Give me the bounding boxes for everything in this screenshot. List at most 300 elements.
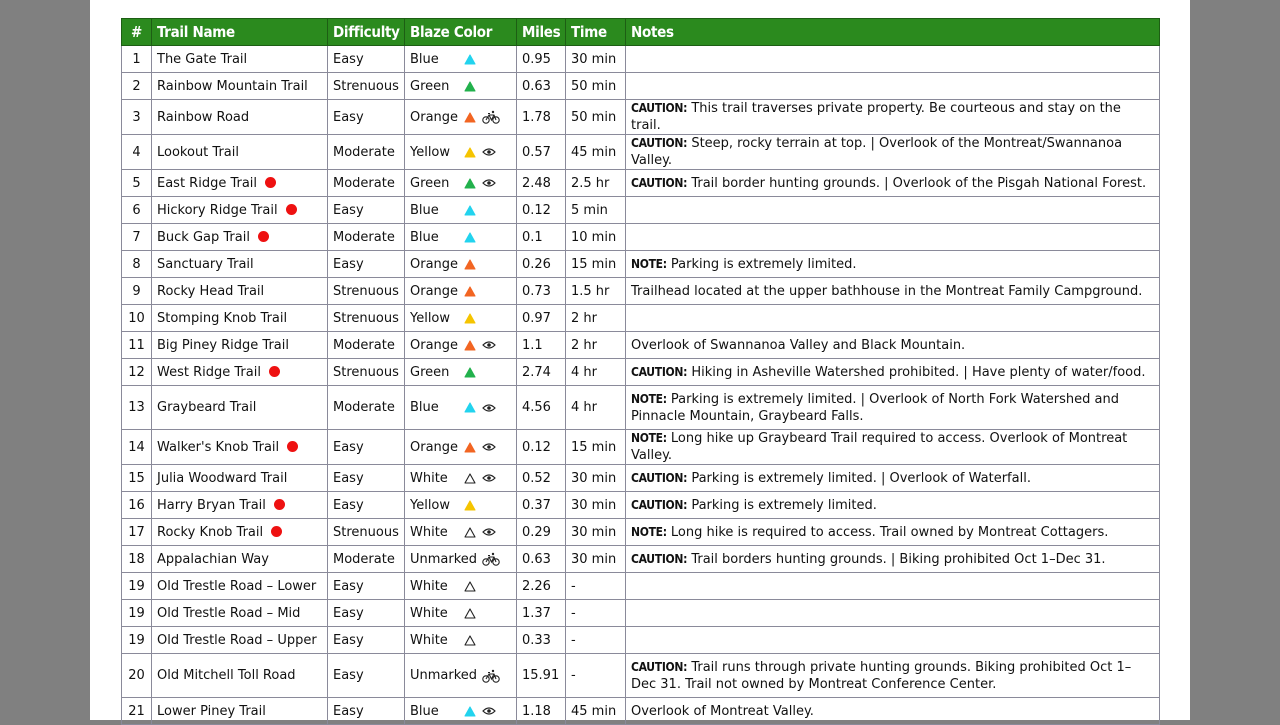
difficulty: Easy bbox=[328, 654, 405, 698]
note-label: CAUTION: bbox=[631, 470, 688, 485]
red-marker-icon bbox=[269, 366, 280, 377]
green-triangle-icon bbox=[464, 178, 480, 189]
miles: 0.37 bbox=[517, 492, 566, 519]
trail-name: Julia Woodward Trail bbox=[157, 470, 288, 486]
miles: 0.95 bbox=[517, 46, 566, 73]
difficulty: Moderate bbox=[328, 386, 405, 430]
notes bbox=[626, 430, 1160, 465]
trail-number: 10 bbox=[122, 305, 152, 332]
note-text: Parking is extremely limited. bbox=[666, 256, 857, 272]
difficulty: Moderate bbox=[328, 135, 405, 170]
orange-triangle-icon bbox=[464, 286, 480, 297]
blaze-color-name: Green bbox=[410, 175, 450, 191]
difficulty: Moderate bbox=[328, 224, 405, 251]
trail-number: 6 bbox=[122, 197, 152, 224]
difficulty: Easy bbox=[328, 573, 405, 600]
note-text: Trail border hunting grounds. | Overlook of the Pisgah National Forest. bbox=[687, 175, 1147, 191]
blaze-cell bbox=[405, 359, 517, 386]
orange-triangle-icon bbox=[464, 340, 480, 351]
note-text: Parking is extremely limited. bbox=[687, 497, 877, 513]
orange-triangle-icon bbox=[464, 442, 480, 453]
miles: 0.97 bbox=[517, 305, 566, 332]
miles: 0.73 bbox=[517, 278, 566, 305]
blaze-color-name: Blue bbox=[410, 229, 439, 245]
white-triangle-icon bbox=[464, 527, 480, 538]
trail-number: 19 bbox=[122, 573, 152, 600]
blaze-cell bbox=[405, 465, 517, 492]
blaze-cell bbox=[405, 546, 517, 573]
difficulty: Strenuous bbox=[328, 359, 405, 386]
white-triangle-icon bbox=[464, 581, 480, 592]
red-marker-icon bbox=[287, 441, 298, 452]
note-label: CAUTION: bbox=[631, 175, 688, 190]
red-marker-icon bbox=[274, 499, 285, 510]
trail-name: Rocky Knob Trail bbox=[157, 524, 264, 540]
blaze-color-name: Blue bbox=[410, 51, 439, 67]
table-row bbox=[122, 546, 1160, 573]
trail-name-cell bbox=[152, 224, 328, 251]
difficulty: Moderate bbox=[328, 170, 405, 197]
trail-name-cell bbox=[152, 600, 328, 627]
trail-number: 9 bbox=[122, 278, 152, 305]
note-text: Parking is extremely limited. | Overlook of Waterfall. bbox=[687, 470, 1031, 486]
table-row bbox=[122, 332, 1160, 359]
note-label: NOTE: bbox=[631, 391, 667, 406]
note-label: NOTE: bbox=[631, 524, 667, 539]
trail-name: Lower Piney Trail bbox=[157, 703, 266, 719]
blaze-cell bbox=[405, 135, 517, 170]
table-row bbox=[122, 278, 1160, 305]
blaze-cell bbox=[405, 386, 517, 430]
miles: 0.63 bbox=[517, 546, 566, 573]
difficulty: Easy bbox=[328, 251, 405, 278]
note-label: CAUTION: bbox=[631, 136, 688, 150]
table-row bbox=[122, 224, 1160, 251]
blaze-color-name: Orange bbox=[410, 439, 459, 455]
notes bbox=[626, 627, 1160, 654]
time: 2.5 hr bbox=[566, 170, 626, 197]
blaze-color-name: Blue bbox=[410, 400, 439, 415]
trail-name-cell bbox=[152, 46, 328, 73]
document-page bbox=[90, 0, 1190, 720]
table-row bbox=[122, 386, 1160, 430]
trail-number: 14 bbox=[122, 430, 152, 465]
blaze-cell bbox=[405, 100, 517, 135]
notes bbox=[626, 698, 1160, 725]
blaze-color-name: Yellow bbox=[410, 144, 451, 160]
difficulty: Easy bbox=[328, 430, 405, 465]
trail-name-cell bbox=[152, 359, 328, 386]
trail-name-cell bbox=[152, 546, 328, 573]
blaze-color-name: Yellow bbox=[410, 497, 451, 513]
miles: 0.12 bbox=[517, 197, 566, 224]
note-label: CAUTION: bbox=[631, 659, 688, 674]
notes bbox=[626, 654, 1160, 698]
trail-number: 13 bbox=[122, 386, 152, 430]
table-row bbox=[122, 573, 1160, 600]
time: - bbox=[566, 627, 626, 654]
trail-name-cell bbox=[152, 698, 328, 725]
time: 4 hr bbox=[566, 386, 626, 430]
trail-name: Rainbow Mountain Trail bbox=[157, 78, 308, 94]
red-marker-icon bbox=[258, 231, 269, 242]
trail-name: Rainbow Road bbox=[157, 109, 250, 125]
table-row bbox=[122, 492, 1160, 519]
trail-number: 16 bbox=[122, 492, 152, 519]
bike-icon bbox=[482, 110, 504, 124]
note-label: CAUTION: bbox=[631, 551, 688, 566]
notes bbox=[626, 600, 1160, 627]
miles: 15.91 bbox=[517, 654, 566, 698]
trail-number: 18 bbox=[122, 546, 152, 573]
miles: 2.48 bbox=[517, 170, 566, 197]
time: 30 min bbox=[566, 546, 626, 573]
difficulty: Easy bbox=[328, 465, 405, 492]
blaze-cell bbox=[405, 519, 517, 546]
trail-name: Harry Bryan Trail bbox=[157, 497, 266, 513]
red-marker-icon bbox=[271, 526, 282, 537]
trail-name-cell bbox=[152, 492, 328, 519]
time: 45 min bbox=[566, 135, 626, 170]
trail-number: 19 bbox=[122, 627, 152, 654]
header-notes: Notes bbox=[626, 19, 1160, 46]
table-row bbox=[122, 698, 1160, 725]
trail-number: 19 bbox=[122, 600, 152, 627]
time: - bbox=[566, 573, 626, 600]
trail-number: 11 bbox=[122, 332, 152, 359]
time: 30 min bbox=[566, 465, 626, 492]
blaze-cell bbox=[405, 573, 517, 600]
blaze-color-name: Green bbox=[410, 78, 450, 94]
blaze-cell bbox=[405, 332, 517, 359]
trail-name: Sanctuary Trail bbox=[157, 256, 254, 272]
notes bbox=[626, 546, 1160, 573]
bike-icon bbox=[482, 669, 504, 683]
table-row bbox=[122, 465, 1160, 492]
trail-name: Old Mitchell Toll Road bbox=[157, 668, 296, 683]
eye-icon bbox=[482, 403, 504, 413]
difficulty: Moderate bbox=[328, 332, 405, 359]
trail-name: Hickory Ridge Trail bbox=[157, 202, 278, 218]
trail-name-cell bbox=[152, 170, 328, 197]
blaze-cell bbox=[405, 600, 517, 627]
red-marker-icon bbox=[265, 177, 276, 188]
table-row bbox=[122, 197, 1160, 224]
difficulty: Easy bbox=[328, 46, 405, 73]
blaze-color-name: Blue bbox=[410, 202, 439, 218]
difficulty: Strenuous bbox=[328, 73, 405, 100]
blaze-color-name: Yellow bbox=[410, 310, 451, 326]
table-row bbox=[122, 73, 1160, 100]
trail-number: 1 bbox=[122, 46, 152, 73]
trail-name: The Gate Trail bbox=[157, 51, 248, 67]
table-row bbox=[122, 519, 1160, 546]
trail-name-cell bbox=[152, 573, 328, 600]
trail-name: Lookout Trail bbox=[157, 144, 239, 160]
trail-name: Buck Gap Trail bbox=[157, 229, 250, 245]
trail-number: 7 bbox=[122, 224, 152, 251]
time: - bbox=[566, 654, 626, 698]
difficulty: Strenuous bbox=[328, 278, 405, 305]
trail-name-cell bbox=[152, 332, 328, 359]
bike-icon bbox=[482, 552, 504, 566]
time: 30 min bbox=[566, 46, 626, 73]
note-text: Overlook of Swannanoa Valley and Black Mountain. bbox=[631, 337, 966, 353]
notes bbox=[626, 170, 1160, 197]
trail-name: Big Piney Ridge Trail bbox=[157, 337, 289, 353]
miles: 0.29 bbox=[517, 519, 566, 546]
trail-name: Graybeard Trail bbox=[157, 400, 257, 415]
notes bbox=[626, 332, 1160, 359]
difficulty: Strenuous bbox=[328, 305, 405, 332]
blaze-cell bbox=[405, 430, 517, 465]
blaze-cell bbox=[405, 46, 517, 73]
trail-number: 5 bbox=[122, 170, 152, 197]
yellow-triangle-icon bbox=[464, 313, 480, 324]
header-trail-name: Trail Name bbox=[152, 19, 328, 46]
miles: 0.26 bbox=[517, 251, 566, 278]
miles: 2.74 bbox=[517, 359, 566, 386]
red-marker-icon bbox=[286, 204, 297, 215]
eye-icon bbox=[482, 527, 504, 537]
blaze-cell bbox=[405, 197, 517, 224]
difficulty: Easy bbox=[328, 600, 405, 627]
difficulty: Moderate bbox=[328, 546, 405, 573]
table-row bbox=[122, 359, 1160, 386]
notes bbox=[626, 197, 1160, 224]
time: 15 min bbox=[566, 430, 626, 465]
note-label: CAUTION: bbox=[631, 101, 688, 115]
note-text: Trail borders hunting grounds. | Biking prohibited Oct 1–Dec 31. bbox=[687, 551, 1106, 567]
trail-name-cell bbox=[152, 386, 328, 430]
table-row bbox=[122, 135, 1160, 170]
notes bbox=[626, 519, 1160, 546]
difficulty: Easy bbox=[328, 698, 405, 725]
blaze-cell bbox=[405, 224, 517, 251]
green-triangle-icon bbox=[464, 81, 480, 92]
blaze-color-name: White bbox=[410, 632, 448, 648]
trail-name-cell bbox=[152, 519, 328, 546]
header-difficulty: Difficulty bbox=[328, 19, 405, 46]
trail-name-cell bbox=[152, 251, 328, 278]
time: 30 min bbox=[566, 492, 626, 519]
blaze-color-name: Green bbox=[410, 364, 450, 380]
time: 2 hr bbox=[566, 305, 626, 332]
trail-name-cell bbox=[152, 100, 328, 135]
eye-icon bbox=[482, 473, 504, 483]
trail-name-cell bbox=[152, 430, 328, 465]
trail-number: 15 bbox=[122, 465, 152, 492]
time: 2 hr bbox=[566, 332, 626, 359]
blaze-color-name: White bbox=[410, 524, 448, 540]
note-text: Long hike is required to access. Trail owned by Montreat Cottagers. bbox=[666, 524, 1109, 540]
blaze-cell bbox=[405, 170, 517, 197]
header-miles: Miles bbox=[517, 19, 566, 46]
trail-name-cell bbox=[152, 278, 328, 305]
trail-table bbox=[121, 18, 1160, 725]
table-row bbox=[122, 305, 1160, 332]
miles: 1.1 bbox=[517, 332, 566, 359]
table-row bbox=[122, 100, 1160, 135]
eye-icon bbox=[482, 706, 504, 716]
blaze-color-name: Unmarked bbox=[410, 551, 478, 567]
white-triangle-icon bbox=[464, 608, 480, 619]
note-label: CAUTION: bbox=[631, 364, 688, 379]
time: 30 min bbox=[566, 519, 626, 546]
notes bbox=[626, 251, 1160, 278]
yellow-triangle-icon bbox=[464, 500, 480, 511]
blaze-color-name: Orange bbox=[410, 283, 459, 299]
miles: 1.78 bbox=[517, 100, 566, 135]
note-text: Trail runs through private hunting grounds. Biking prohibited Oct 1–Dec 31. Trail not owned by Montreat Conference Center. bbox=[631, 659, 1132, 692]
miles: 0.33 bbox=[517, 627, 566, 654]
blaze-color-name: Orange bbox=[410, 256, 459, 272]
header-row bbox=[122, 19, 1160, 46]
trail-name: Old Trestle Road – Upper bbox=[157, 632, 317, 648]
blaze-cell bbox=[405, 627, 517, 654]
miles: 4.56 bbox=[517, 386, 566, 430]
miles: 0.52 bbox=[517, 465, 566, 492]
difficulty: Easy bbox=[328, 100, 405, 135]
blaze-color-name: Unmarked bbox=[410, 668, 478, 683]
miles: 0.57 bbox=[517, 135, 566, 170]
eye-icon bbox=[482, 340, 504, 350]
time: 10 min bbox=[566, 224, 626, 251]
trail-name: Appalachian Way bbox=[157, 551, 269, 567]
note-label: NOTE: bbox=[631, 256, 667, 271]
eye-icon bbox=[482, 178, 504, 188]
note-text: Long hike up Graybeard Trail required to access. Overlook of Montreat Valley. bbox=[631, 431, 1128, 463]
notes bbox=[626, 278, 1160, 305]
table-row bbox=[122, 430, 1160, 465]
blue-triangle-icon bbox=[464, 205, 480, 216]
notes bbox=[626, 573, 1160, 600]
difficulty: Strenuous bbox=[328, 519, 405, 546]
blaze-color-name: Orange bbox=[410, 337, 459, 353]
trail-name: Old Trestle Road – Mid bbox=[157, 605, 301, 621]
miles: 1.18 bbox=[517, 698, 566, 725]
miles: 0.1 bbox=[517, 224, 566, 251]
notes bbox=[626, 465, 1160, 492]
blue-triangle-icon bbox=[464, 54, 480, 65]
blue-triangle-icon bbox=[464, 232, 480, 243]
green-triangle-icon bbox=[464, 367, 480, 378]
blue-triangle-icon bbox=[464, 706, 480, 717]
note-text: Hiking in Asheville Watershed prohibited. | Have plenty of water/food. bbox=[687, 364, 1146, 380]
trail-number: 4 bbox=[122, 135, 152, 170]
blaze-color-name: Orange bbox=[410, 109, 459, 125]
miles: 1.37 bbox=[517, 600, 566, 627]
trail-name: East Ridge Trail bbox=[157, 175, 258, 191]
notes bbox=[626, 305, 1160, 332]
table-row bbox=[122, 170, 1160, 197]
blaze-cell bbox=[405, 492, 517, 519]
time: 4 hr bbox=[566, 359, 626, 386]
miles: 0.63 bbox=[517, 73, 566, 100]
blaze-cell bbox=[405, 305, 517, 332]
blaze-cell bbox=[405, 698, 517, 725]
trail-name: Rocky Head Trail bbox=[157, 283, 265, 299]
notes bbox=[626, 386, 1160, 430]
time: 1.5 hr bbox=[566, 278, 626, 305]
trail-number: 8 bbox=[122, 251, 152, 278]
white-triangle-icon bbox=[464, 635, 480, 646]
time: 15 min bbox=[566, 251, 626, 278]
trail-number: 20 bbox=[122, 654, 152, 698]
note-text: Overlook of Montreat Valley. bbox=[631, 703, 814, 719]
note-label: NOTE: bbox=[631, 431, 667, 445]
time: 45 min bbox=[566, 698, 626, 725]
trail-name: West Ridge Trail bbox=[157, 364, 261, 380]
table-row bbox=[122, 251, 1160, 278]
notes bbox=[626, 492, 1160, 519]
note-text: Steep, rocky terrain at top. | Overlook of the Montreat/Swannanoa Valley. bbox=[631, 136, 1123, 168]
notes bbox=[626, 73, 1160, 100]
table-row bbox=[122, 627, 1160, 654]
trail-name-cell bbox=[152, 627, 328, 654]
trail-name-cell bbox=[152, 135, 328, 170]
header-blaze-color: Blaze Color bbox=[405, 19, 517, 46]
blaze-color-name: White bbox=[410, 578, 448, 594]
trail-name-cell bbox=[152, 465, 328, 492]
difficulty: Easy bbox=[328, 627, 405, 654]
table-row bbox=[122, 600, 1160, 627]
trail-name: Walker's Knob Trail bbox=[157, 439, 280, 455]
trail-number: 3 bbox=[122, 100, 152, 135]
notes bbox=[626, 224, 1160, 251]
blue-triangle-icon bbox=[464, 402, 480, 413]
note-text: Trailhead located at the upper bathhouse in the Montreat Family Campground. bbox=[631, 283, 1143, 299]
blaze-cell bbox=[405, 654, 517, 698]
time: 50 min bbox=[566, 100, 626, 135]
header-num: # bbox=[122, 19, 152, 46]
miles: 2.26 bbox=[517, 573, 566, 600]
trail-name-cell bbox=[152, 654, 328, 698]
table-row bbox=[122, 46, 1160, 73]
trail-name-cell bbox=[152, 73, 328, 100]
trail-name: Old Trestle Road – Lower bbox=[157, 578, 317, 594]
white-triangle-icon bbox=[464, 473, 480, 484]
trail-number: 21 bbox=[122, 698, 152, 725]
difficulty: Easy bbox=[328, 197, 405, 224]
time: 50 min bbox=[566, 73, 626, 100]
blaze-cell bbox=[405, 278, 517, 305]
miles: 0.12 bbox=[517, 430, 566, 465]
eye-icon bbox=[482, 147, 504, 157]
notes bbox=[626, 135, 1160, 170]
trail-number: 12 bbox=[122, 359, 152, 386]
orange-triangle-icon bbox=[464, 259, 480, 270]
table-row bbox=[122, 654, 1160, 698]
orange-triangle-icon bbox=[464, 112, 480, 123]
trail-number: 17 bbox=[122, 519, 152, 546]
time: - bbox=[566, 600, 626, 627]
trail-name: Stomping Knob Trail bbox=[157, 310, 288, 326]
time: 5 min bbox=[566, 197, 626, 224]
notes bbox=[626, 100, 1160, 135]
blaze-cell bbox=[405, 73, 517, 100]
header-time: Time bbox=[566, 19, 626, 46]
trail-number: 2 bbox=[122, 73, 152, 100]
trail-name-cell bbox=[152, 197, 328, 224]
blaze-cell bbox=[405, 251, 517, 278]
difficulty: Easy bbox=[328, 492, 405, 519]
blaze-color-name: White bbox=[410, 605, 448, 621]
note-text: This trail traverses private property. Be courteous and stay on the trail. bbox=[631, 101, 1121, 133]
blaze-color-name: Blue bbox=[410, 703, 439, 719]
notes bbox=[626, 46, 1160, 73]
blaze-color-name: White bbox=[410, 470, 448, 486]
